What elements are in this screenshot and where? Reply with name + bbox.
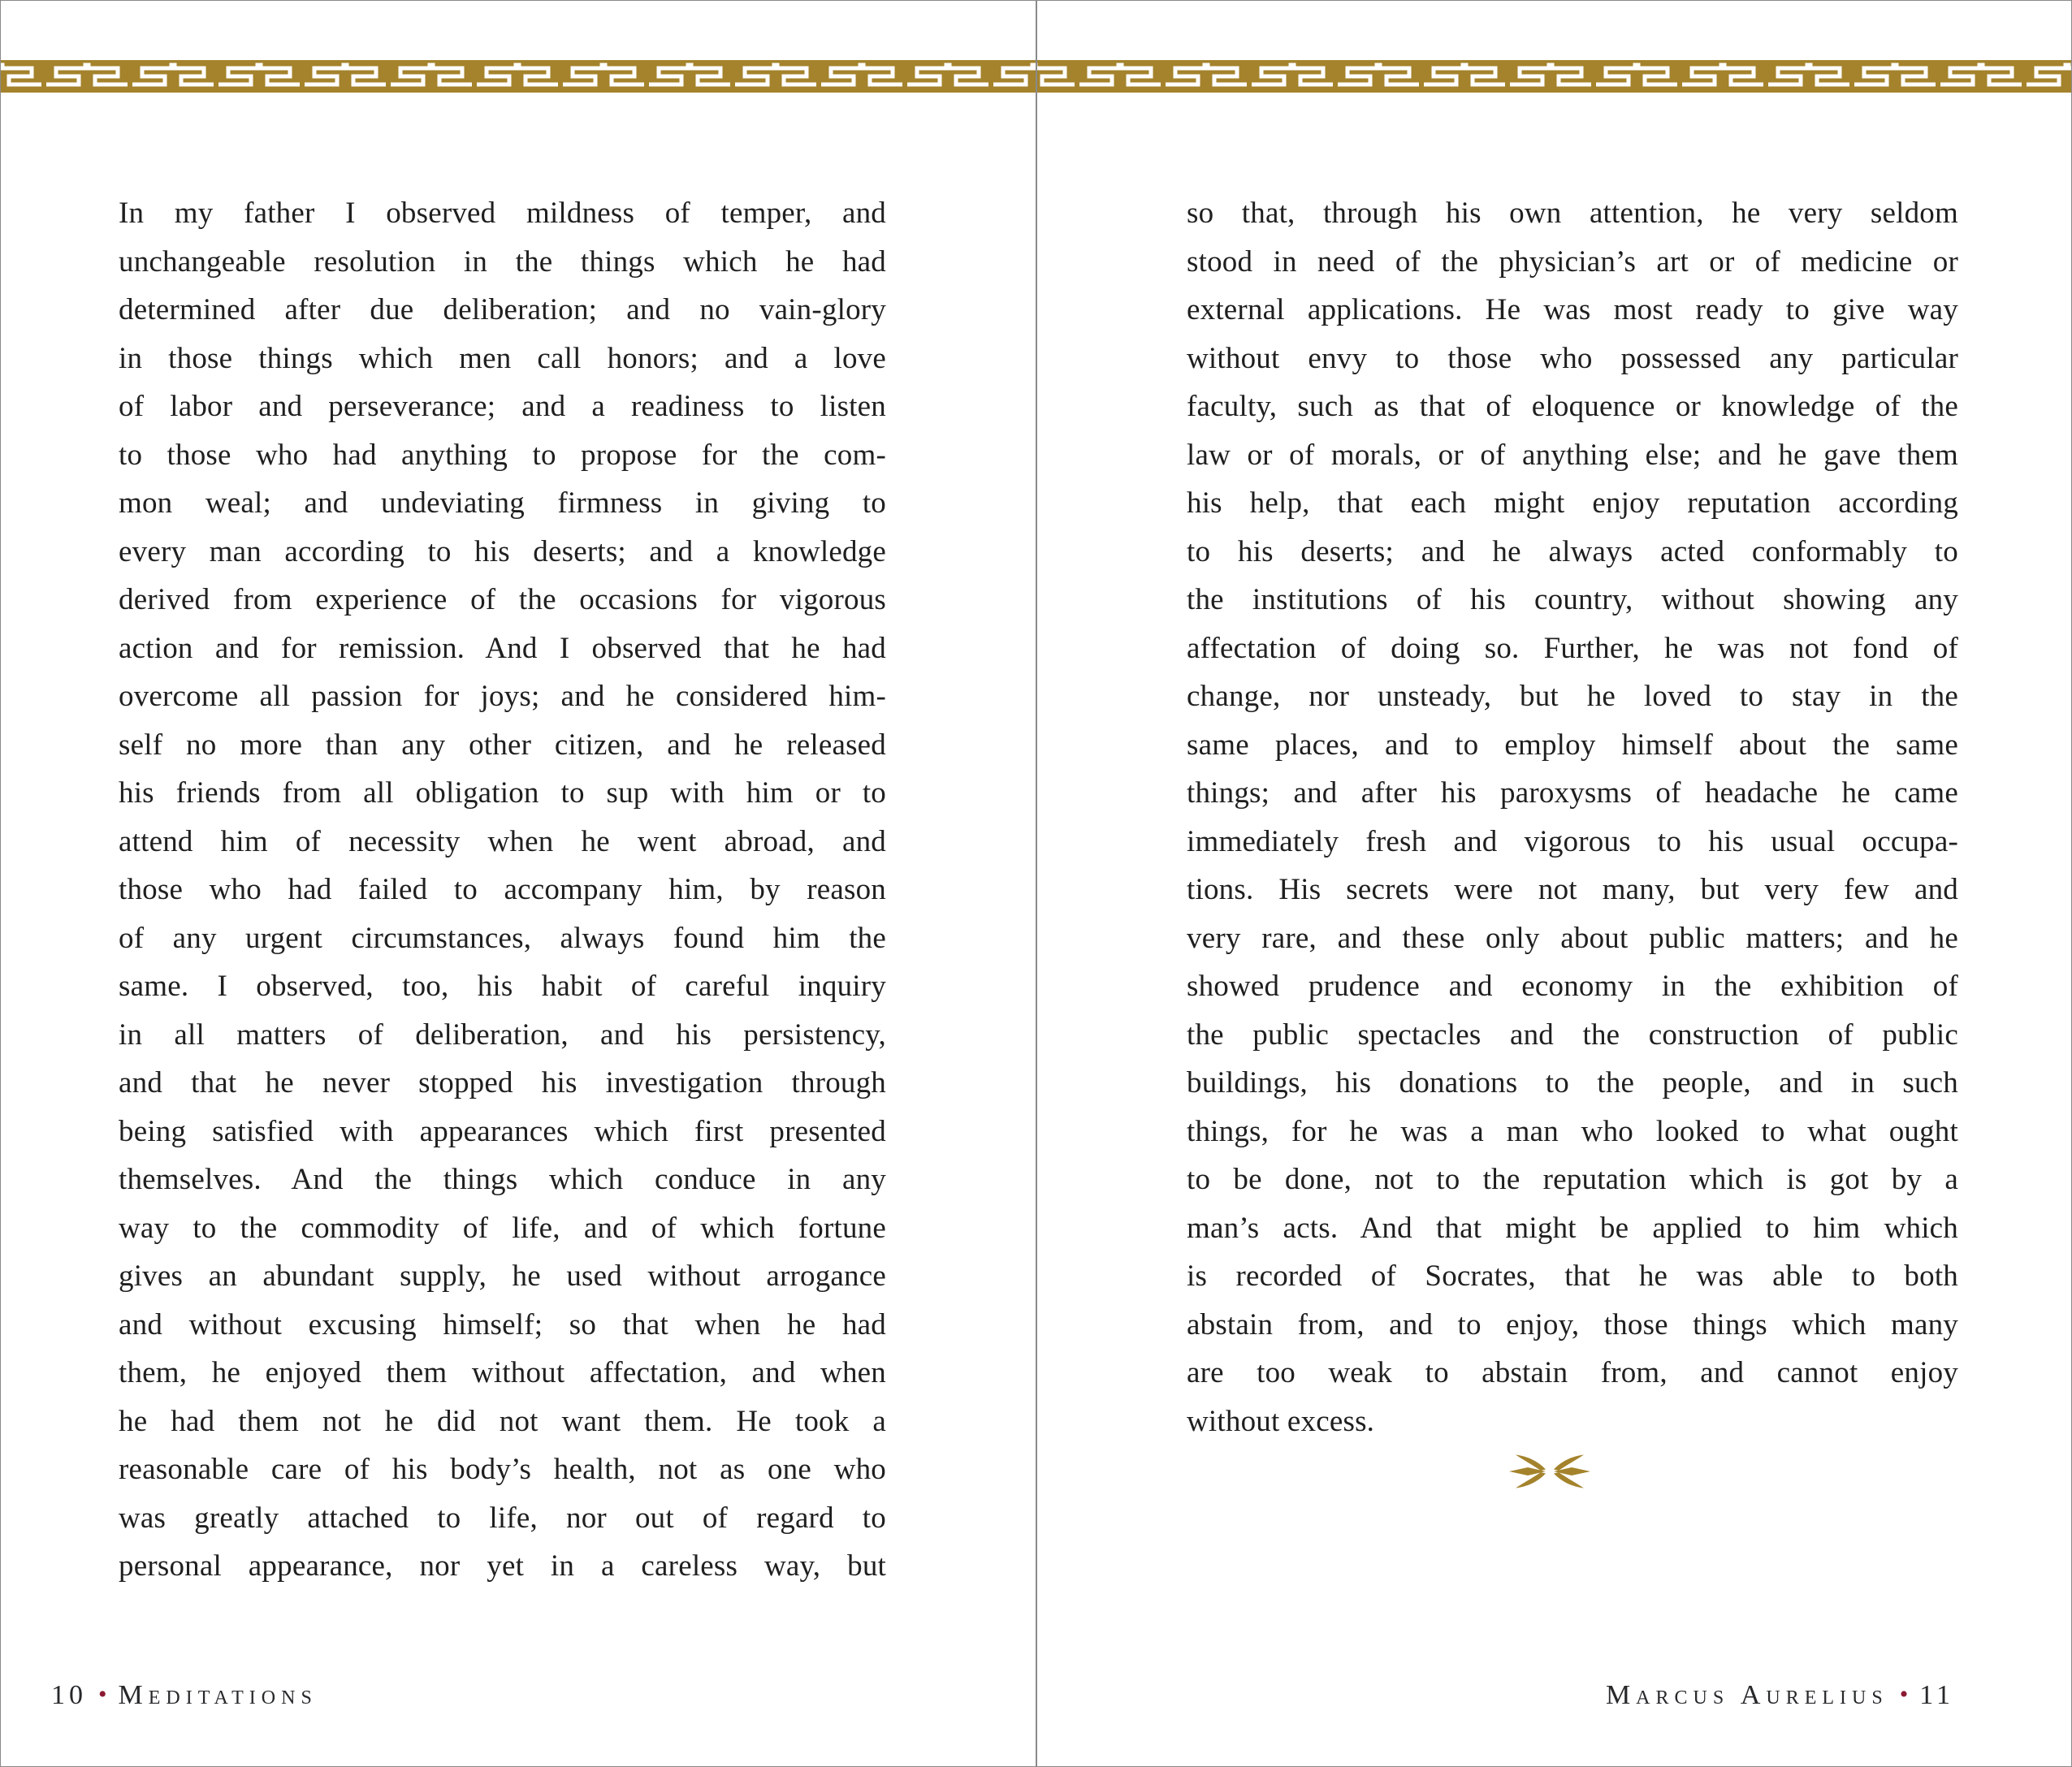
text-line: derived from experience of the occasions for vigorous xyxy=(119,583,886,616)
text-line: without envy to those who possessed any particular xyxy=(1187,341,1958,375)
footer-right xyxy=(1606,1678,1954,1712)
right-page-text xyxy=(1187,189,1958,1445)
text-line: in all matters of deliberation, and his persistency, xyxy=(119,1017,886,1052)
text-line: action and for remission. And I observed that he had xyxy=(119,631,886,665)
text-line: things; and after his paroxysms of headache he came xyxy=(1187,776,1958,810)
text-line: themselves. And the things which conduce in any xyxy=(119,1163,886,1196)
text-line: man’s acts. And that might be applied to him which xyxy=(1187,1211,1958,1245)
section-end-ornament-icon xyxy=(1507,1453,1592,1490)
text-line: those who had failed to accompany him, by reason xyxy=(119,873,886,906)
text-line: determined after due deliberation; and no vain-glory xyxy=(119,293,886,326)
text-line: gives an abundant supply, he used without arrogance xyxy=(119,1259,886,1293)
text-line: way to the commodity of life, and of which fortune xyxy=(119,1211,886,1245)
text-line: abstain from, and to enjoy, those things which many xyxy=(1187,1307,1958,1341)
page-number-right: 11 xyxy=(1919,1680,1954,1710)
text-line: and that he never stopped his investigation through xyxy=(119,1066,886,1100)
author-label: Marcus Aurelius xyxy=(1605,1680,1888,1710)
page-number-left: 10 xyxy=(51,1680,87,1710)
text-line: same places, and to employ himself about the same xyxy=(1187,728,1958,762)
text-line: unchangeable resolution in the things which he had xyxy=(119,244,886,279)
text-line: was greatly attached to life, nor out of regard to xyxy=(119,1501,886,1535)
page-gutter-divider xyxy=(1036,1,1037,1767)
footer-bullet-right: • xyxy=(1899,1681,1909,1708)
text-line: faculty, such as that of eloquence or knowledge of the xyxy=(1187,390,1958,423)
text-line: every man according to his deserts; and a knowledge xyxy=(119,534,886,568)
text-line: external applications. He was most ready to give way xyxy=(1187,293,1958,326)
text-line: overcome all passion for joys; and he considered him- xyxy=(119,680,886,713)
text-line: change, nor unsteady, but he loved to stay in the xyxy=(1187,680,1958,713)
footer-bullet-left: • xyxy=(98,1681,107,1708)
text-line: to those who had anything to propose for the com- xyxy=(119,438,886,472)
text-line: is recorded of Socrates, that he was able to both xyxy=(1187,1259,1958,1293)
text-line: buildings, his donations to the people, and in such xyxy=(1187,1066,1958,1100)
text-line: immediately fresh and vigorous to his usual occupa- xyxy=(1187,824,1958,858)
text-line: the institutions of his country, without showing any xyxy=(1187,583,1958,616)
book-title-label: Meditations xyxy=(118,1680,318,1710)
text-line: attend him of necessity when he went abroad, and xyxy=(119,824,886,858)
text-line: are too weak to abstain from, and cannot enjoy xyxy=(1187,1356,1958,1389)
footer-left xyxy=(51,1678,318,1712)
text-line: in those things which men call honors; and a love xyxy=(119,341,886,375)
text-line: of labor and perseverance; and a readiness to listen xyxy=(119,390,886,423)
text-line: his friends from all obligation to sup with him or to xyxy=(119,776,886,810)
text-line: them, he enjoyed them without affectation, and when xyxy=(119,1356,886,1389)
text-line: being satisfied with appearances which first presented xyxy=(119,1114,886,1148)
text-line: personal appearance, nor yet in a careless way, but xyxy=(119,1549,886,1583)
text-line: affectation of doing so. Further, he was not fond of xyxy=(1187,631,1958,665)
text-line: so that, through his own attention, he very seldom xyxy=(1187,197,1958,230)
text-line: law or of morals, or of anything else; and he gave them xyxy=(1187,438,1958,472)
text-line: his help, that each might enjoy reputation according xyxy=(1187,486,1958,520)
text-line: to his deserts; and he always acted conformably to xyxy=(1187,534,1958,568)
text-line: reasonable care of his body’s health, not as one who xyxy=(119,1453,886,1486)
text-line: he had them not he did not want them. He took a xyxy=(119,1404,886,1438)
text-line: same. I observed, too, his habit of careful inquiry xyxy=(119,970,886,1003)
text-line: things, for he was a man who looked to what ought xyxy=(1187,1114,1958,1148)
text-line: mon weal; and undeviating firmness in giving to xyxy=(119,486,886,520)
text-line: without excess. xyxy=(1187,1404,1375,1438)
left-page-text xyxy=(119,189,886,1591)
text-line: very rare, and these only about public matters; and he xyxy=(1187,921,1958,955)
text-line: tions. His secrets were not many, but very few and xyxy=(1187,873,1958,906)
text-line: stood in need of the physician’s art or of medicine or xyxy=(1187,244,1958,279)
text-line: to be done, not to the reputation which is got by a xyxy=(1187,1163,1958,1196)
text-line: and without excusing himself; so that when he had xyxy=(119,1307,886,1341)
text-line: showed prudence and economy in the exhibition of xyxy=(1187,970,1958,1003)
text-line: In my father I observed mildness of temper, and xyxy=(119,197,886,230)
text-line: the public spectacles and the construction of public xyxy=(1187,1017,1958,1052)
text-line: self no more than any other citizen, and he released xyxy=(119,728,886,762)
text-line: of any urgent circumstances, always found him the xyxy=(119,921,886,955)
